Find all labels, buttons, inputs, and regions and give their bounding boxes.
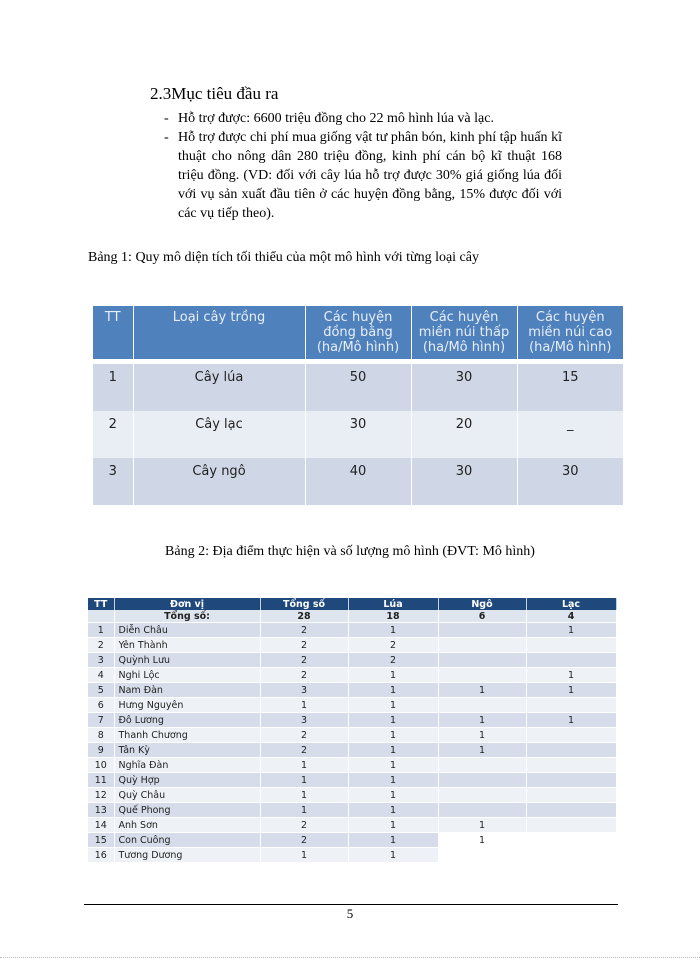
- table2-row: [88, 773, 616, 788]
- table2-row: [88, 653, 616, 668]
- table2-cell: [526, 698, 616, 713]
- table2-cell: 1: [438, 833, 526, 848]
- table2-cell: 2: [260, 833, 348, 848]
- table2-cell: 2: [260, 728, 348, 743]
- table2-cell: 1: [260, 698, 348, 713]
- section-heading: 2.3Mục tiêu đầu ra: [150, 84, 279, 103]
- table2-cell: 1: [348, 728, 438, 743]
- table2-cell: 1: [348, 743, 438, 758]
- table2-cell: 12: [88, 788, 114, 803]
- table1-cell: 30: [305, 411, 411, 458]
- table2-cell: Tổng số:: [114, 610, 260, 623]
- table1-cell: Cây lúa: [133, 364, 305, 411]
- table2-cell: 2: [348, 653, 438, 668]
- table1-row: [93, 458, 623, 505]
- table2-header-cell: Đơn vị: [114, 598, 260, 610]
- table1-cell: 30: [411, 364, 517, 411]
- table2-row: [88, 743, 616, 758]
- table2-cell: [526, 788, 616, 803]
- table2-header-cell: Tổng số: [260, 598, 348, 610]
- table2-cell: 1: [526, 683, 616, 698]
- table2-cell: [526, 728, 616, 743]
- table2-row: [88, 788, 616, 803]
- table2-cell: 1: [260, 788, 348, 803]
- page-number: 5: [346, 906, 354, 921]
- table2-cell: 1: [260, 848, 348, 863]
- table2-cell: 1: [348, 788, 438, 803]
- table2-cell: [438, 788, 526, 803]
- table2-unit-name: Tân Kỳ: [114, 743, 260, 758]
- table2-cell: 16: [88, 848, 114, 863]
- table2-cell: [438, 848, 526, 863]
- table2-cell: 9: [88, 743, 114, 758]
- table2-caption: Bảng 2: Địa điểm thực hiện và số lượng mô hình (ĐVT: Mô hình): [165, 544, 535, 559]
- table2-cell: 14: [88, 818, 114, 833]
- table2-unit-name: Quỳ Châu: [114, 788, 260, 803]
- table2-cell: 1: [348, 773, 438, 788]
- table2-cell: 13: [88, 803, 114, 818]
- table1-header-row: [93, 306, 623, 359]
- table2-cell: 1: [348, 758, 438, 773]
- table2-cell: 6: [438, 610, 526, 623]
- table2-cell: 5: [88, 683, 114, 698]
- table2-unit-name: Thanh Chương: [114, 728, 260, 743]
- table2-unit-name: Hưng Nguyên: [114, 698, 260, 713]
- table1-cell: 30: [411, 458, 517, 505]
- table2-row: [88, 638, 616, 653]
- table2-unit-name: Diễn Châu: [114, 623, 260, 638]
- table1-cell: 15: [517, 364, 623, 411]
- table2-cell: 15: [88, 833, 114, 848]
- table2-cell: 4: [526, 610, 616, 623]
- bullet-item: - Hỗ trợ được chi phí mua giống vật tư phân bón, kinh phí tập huấn kĩ thuật cho nông dân 280 triệu đồng, kinh phí cán bộ kĩ thuật 168 triệu đồng. (VD: đối với cây lúa hỗ trợ được 30% giá giống lúa đối với vụ sản xuất đầu tiên ở các huyện đồng bằng, 15% được đối với các vụ tiếp theo).: [164, 130, 562, 221]
- table2-cell: [438, 653, 526, 668]
- table2-cell: [438, 803, 526, 818]
- table2-unit-name: Quế Phong: [114, 803, 260, 818]
- table2-row: [88, 848, 616, 863]
- table2-locations: [88, 598, 617, 863]
- output-goals-section: [150, 84, 562, 223]
- table2-cell: 3: [260, 683, 348, 698]
- table2-cell: 2: [260, 653, 348, 668]
- table2-cell: 18: [348, 610, 438, 623]
- table1-header-cell: Các huyện đồng bằng (ha/Mô hình): [305, 306, 411, 359]
- table2-cell: 2: [260, 743, 348, 758]
- table2-unit-name: Anh Sơn: [114, 818, 260, 833]
- table1-cell: Cây lạc: [133, 411, 305, 458]
- table2-row: [88, 728, 616, 743]
- table1-caption: Bảng 1: Quy mô diện tích tối thiểu của một mô hình với từng loại cây: [88, 250, 479, 265]
- table2-cell: [438, 758, 526, 773]
- table2-row: [88, 833, 616, 848]
- table2-cell: [438, 698, 526, 713]
- table2-header-cell: Ngô: [438, 598, 526, 610]
- table2-cell: 1: [526, 713, 616, 728]
- table2-cell: 1: [260, 758, 348, 773]
- table2-cell: [88, 610, 114, 623]
- table2-cell: [526, 653, 616, 668]
- table2-row: [88, 683, 616, 698]
- table2-cell: [526, 743, 616, 758]
- table1-cell: 2: [93, 411, 133, 458]
- table1-header-cell: Các huyện miền núi thấp (ha/Mô hình): [411, 306, 517, 359]
- table2-cell: 7: [88, 713, 114, 728]
- table2-cell: 1: [348, 848, 438, 863]
- table1-row: [93, 364, 623, 411]
- table2-cell: 10: [88, 758, 114, 773]
- bullet-text: Hỗ trợ được chi phí mua giống vật tư phân bón, kinh phí tập huấn kĩ thuật cho nông dân 280 triệu đồng, kinh phí cán bộ kĩ thuật 168 triệu đồng. (VD: đối với cây lúa hỗ trợ được 30% giá giống lúa đối với vụ sản xuất đầu tiên ở các huyện đồng bằng, 15% được đối với các vụ tiếp theo).: [178, 130, 562, 221]
- table2-row: [88, 698, 616, 713]
- table2-cell: 1: [438, 818, 526, 833]
- table1-cell: Cây ngô: [133, 458, 305, 505]
- table2-cell: 1: [260, 803, 348, 818]
- table1-min-area: [93, 306, 623, 505]
- table2-unit-name: Nghĩa Đàn: [114, 758, 260, 773]
- table1-cell: _: [517, 411, 623, 458]
- table2-row: [88, 758, 616, 773]
- table1-cell: 30: [517, 458, 623, 505]
- table1-cell: 3: [93, 458, 133, 505]
- table2-cell: 2: [348, 638, 438, 653]
- table2-cell: 1: [348, 668, 438, 683]
- table2-cell: 4: [88, 668, 114, 683]
- table2-header-cell: Lạc: [526, 598, 616, 610]
- table2-cell: [526, 818, 616, 833]
- table2-cell: 3: [260, 713, 348, 728]
- table2-cell: 2: [260, 623, 348, 638]
- table1-header-cell: TT: [93, 306, 133, 359]
- table2-header-row: [88, 598, 616, 610]
- table2-cell: 1: [438, 728, 526, 743]
- table2-cell: 1: [348, 818, 438, 833]
- table2-cell: 1: [88, 623, 114, 638]
- table2-cell: 2: [88, 638, 114, 653]
- table2-cell: [526, 758, 616, 773]
- table2-row: [88, 668, 616, 683]
- table2-unit-name: Yên Thành: [114, 638, 260, 653]
- table2-cell: 2: [260, 638, 348, 653]
- table2-cell: 28: [260, 610, 348, 623]
- table2-cell: 1: [260, 773, 348, 788]
- table2-unit-name: Quỳ Hợp: [114, 773, 260, 788]
- table2-cell: 6: [88, 698, 114, 713]
- table1-row: [93, 411, 623, 458]
- table2-cell: 1: [438, 713, 526, 728]
- table2-row: [88, 623, 616, 638]
- table2-cell: [438, 773, 526, 788]
- table2-cell: 1: [526, 668, 616, 683]
- table2-cell: 1: [348, 713, 438, 728]
- table2-total-row: [88, 610, 616, 623]
- table2-row: [88, 818, 616, 833]
- table2-unit-name: Đô Lương: [114, 713, 260, 728]
- table2-cell: 1: [348, 833, 438, 848]
- table2-cell: 3: [88, 653, 114, 668]
- table2-cell: [438, 623, 526, 638]
- table1-cell: 20: [411, 411, 517, 458]
- bullet-text: Hỗ trợ được: 6600 triệu đồng cho 22 mô hình lúa và lạc.: [178, 111, 494, 126]
- table2-cell: [438, 638, 526, 653]
- table2-cell: 1: [348, 623, 438, 638]
- table1-cell: 40: [305, 458, 411, 505]
- table2-unit-name: Nghi Lộc: [114, 668, 260, 683]
- table2-header-cell: Lúa: [348, 598, 438, 610]
- table1-header-cell: Loại cây trồng: [133, 306, 305, 359]
- table2-unit-name: Nam Đàn: [114, 683, 260, 698]
- table2-cell: 11: [88, 773, 114, 788]
- table2-cell: 1: [348, 803, 438, 818]
- table2-cell: 1: [348, 683, 438, 698]
- table2-cell: [526, 638, 616, 653]
- table2-cell: [526, 773, 616, 788]
- table2-unit-name: Quỳnh Lưu: [114, 653, 260, 668]
- table2-unit-name: Tương Dương: [114, 848, 260, 863]
- table1-cell: 1: [93, 364, 133, 411]
- bullet-item: - Hỗ trợ được: 6600 triệu đồng cho 22 mô hình lúa và lạc.: [150, 109, 562, 128]
- footer-rule: [84, 904, 618, 905]
- table2-cell: [526, 833, 616, 848]
- table1-header-cell: Các huyện miền núi cao (ha/Mô hình): [517, 306, 623, 359]
- table2-cell: 1: [526, 623, 616, 638]
- table2-cell: 1: [438, 743, 526, 758]
- table2-cell: [526, 803, 616, 818]
- table2-header-cell: TT: [88, 598, 114, 610]
- table2-cell: 1: [438, 683, 526, 698]
- table2-cell: [526, 848, 616, 863]
- page-bottom-border: [0, 957, 700, 958]
- table1-cell: 50: [305, 364, 411, 411]
- table2-cell: [438, 668, 526, 683]
- table2-cell: 2: [260, 818, 348, 833]
- table2-row: [88, 713, 616, 728]
- table2-unit-name: Con Cuông: [114, 833, 260, 848]
- table2-cell: 2: [260, 668, 348, 683]
- table2-cell: 8: [88, 728, 114, 743]
- table2-cell: 1: [348, 698, 438, 713]
- table2-row: [88, 803, 616, 818]
